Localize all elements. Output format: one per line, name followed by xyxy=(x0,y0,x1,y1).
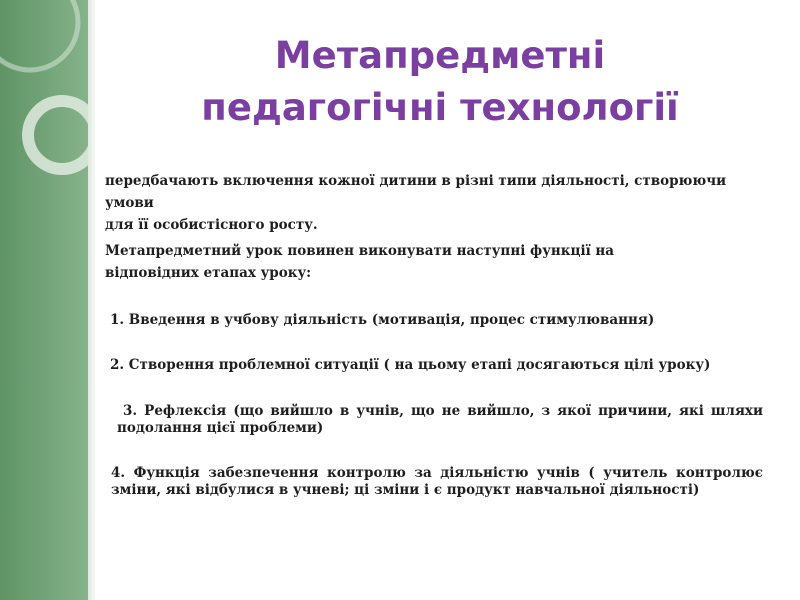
decorative-sidebar xyxy=(0,0,88,600)
list-item-1: 1. Введення в учбову діяльність (мотивація, процес стимулювання) xyxy=(110,312,655,328)
intro-paragraph xyxy=(105,170,765,236)
functions-intro-line-1: Метапредметний урок повинен виконувати наступні функції на xyxy=(105,243,615,259)
slide-title xyxy=(130,30,750,134)
functions-intro-line-2: відповідних етапах уроку: xyxy=(105,265,312,281)
list-item-2: 2. Створення проблемної ситуації ( на цьому етапі досягаються цілі уроку) xyxy=(110,357,711,373)
decorative-circles xyxy=(0,0,88,600)
list-item-3: 3. Рефлексія (що вийшло в учнів, що не вийшло, з якої причини, які шляхи подолання цієї проблеми) xyxy=(117,403,763,436)
intro-line-2: для її особистісного росту. xyxy=(105,217,318,233)
decor-circle-top xyxy=(0,0,78,70)
title-line-2: педагогічні технології xyxy=(201,86,679,129)
sidebar-edge xyxy=(88,0,95,600)
intro-line-1: передбачають включення кожної дитини в різні типи діяльності, створюючи умови xyxy=(105,173,727,211)
list-item-4: 4. Функція забезпечення контролю за діяльністю учнів ( учитель контролює зміни, які відбулися в учневі; ці зміни і є продукт навчальної діяльності) xyxy=(111,465,763,498)
title-line-1: Метапредметні xyxy=(274,34,606,77)
functions-intro xyxy=(105,240,765,284)
decor-circle-middle xyxy=(28,101,88,169)
